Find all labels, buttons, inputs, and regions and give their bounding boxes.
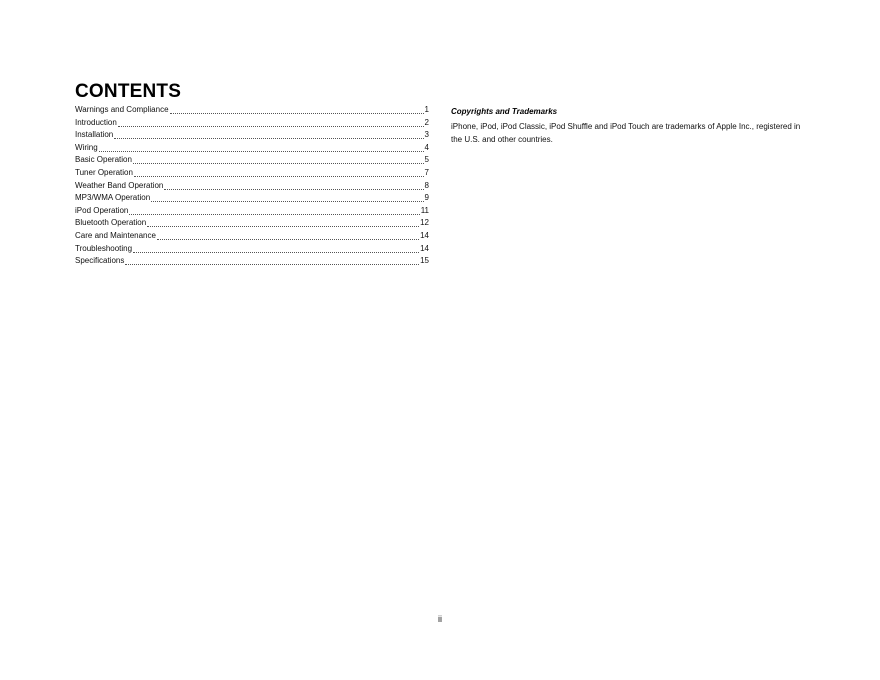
page-number: ii bbox=[438, 614, 442, 624]
toc-entry-wiring[interactable] bbox=[75, 142, 429, 155]
toc-entry-title: Warnings and Compliance bbox=[75, 105, 169, 114]
toc-entry-page: 15 bbox=[420, 256, 429, 266]
toc-entry-page: 2 bbox=[424, 117, 429, 127]
toc-entry-page: 5 bbox=[424, 155, 429, 165]
toc-entry-installation[interactable] bbox=[75, 129, 429, 142]
toc-entry-title: Troubleshooting bbox=[75, 243, 133, 253]
toc-entry-title: Specifications bbox=[75, 256, 125, 266]
toc-entry-page: 7 bbox=[424, 167, 429, 177]
toc-entry-title: Care and Maintenance bbox=[75, 230, 156, 240]
dot-leader bbox=[151, 193, 423, 202]
dot-leader bbox=[133, 155, 424, 164]
dot-leader bbox=[114, 130, 423, 139]
dot-leader bbox=[99, 143, 424, 152]
toc-entry-title: Wiring bbox=[75, 142, 98, 152]
page-title: CONTENTS bbox=[75, 81, 182, 102]
toc-entry-title: Tuner Operation bbox=[75, 167, 133, 177]
toc-entry-warnings[interactable] bbox=[75, 104, 429, 117]
dot-leader bbox=[129, 206, 419, 215]
toc-entry-title: Bluetooth Operation bbox=[75, 218, 147, 228]
toc-entry-page: 3 bbox=[424, 130, 429, 140]
dot-leader bbox=[133, 244, 419, 253]
toc-entry-title: MP3/WMA Operation bbox=[75, 193, 151, 203]
dot-leader bbox=[147, 218, 419, 227]
toc-entry-page: 14 bbox=[420, 243, 429, 253]
toc-entry-page: 14 bbox=[420, 230, 429, 240]
copyright-heading: Copyrights and Trademarks bbox=[451, 107, 558, 116]
toc-entry-page: 8 bbox=[424, 180, 429, 190]
dot-leader bbox=[170, 105, 424, 114]
toc-entry-specifications[interactable] bbox=[75, 255, 429, 268]
toc-entry-page: 9 bbox=[424, 193, 429, 203]
toc-entry-title: Basic Operation bbox=[75, 155, 132, 165]
dot-leader bbox=[118, 118, 424, 127]
dot-leader bbox=[125, 256, 419, 265]
toc-entry-title: Weather Band Operation bbox=[75, 180, 164, 190]
toc-entry-weather-band[interactable] bbox=[75, 180, 429, 193]
toc-entry-title: Installation bbox=[75, 130, 114, 140]
toc-entry-bluetooth[interactable] bbox=[75, 217, 429, 230]
toc-entry-troubleshooting[interactable] bbox=[75, 243, 429, 256]
toc-entry-tuner-operation[interactable] bbox=[75, 167, 429, 180]
toc-entry-page: 1 bbox=[424, 105, 429, 114]
toc-entry-page: 11 bbox=[420, 205, 429, 215]
copyright-section bbox=[451, 105, 811, 146]
table-of-contents bbox=[75, 104, 429, 268]
dot-leader bbox=[157, 231, 419, 240]
toc-entry-basic-operation[interactable] bbox=[75, 154, 429, 167]
toc-entry-page: 12 bbox=[420, 218, 429, 228]
toc-entry-title: iPod Operation bbox=[75, 205, 129, 215]
dot-leader bbox=[134, 168, 424, 177]
toc-entry-ipod-operation[interactable] bbox=[75, 205, 429, 218]
dot-leader bbox=[164, 181, 423, 190]
toc-entry-title: Introduction bbox=[75, 117, 117, 127]
toc-entry-mp3-wma[interactable] bbox=[75, 192, 429, 205]
copyright-body: iPhone, iPod, iPod Classic, iPod Shuffle and iPod Touch are trademarks of Apple Inc., registered in the U.S. and other countries. bbox=[451, 122, 801, 144]
toc-entry-care-maintenance[interactable] bbox=[75, 230, 429, 243]
toc-entry-page: 4 bbox=[424, 142, 429, 152]
toc-entry-introduction[interactable] bbox=[75, 117, 429, 130]
